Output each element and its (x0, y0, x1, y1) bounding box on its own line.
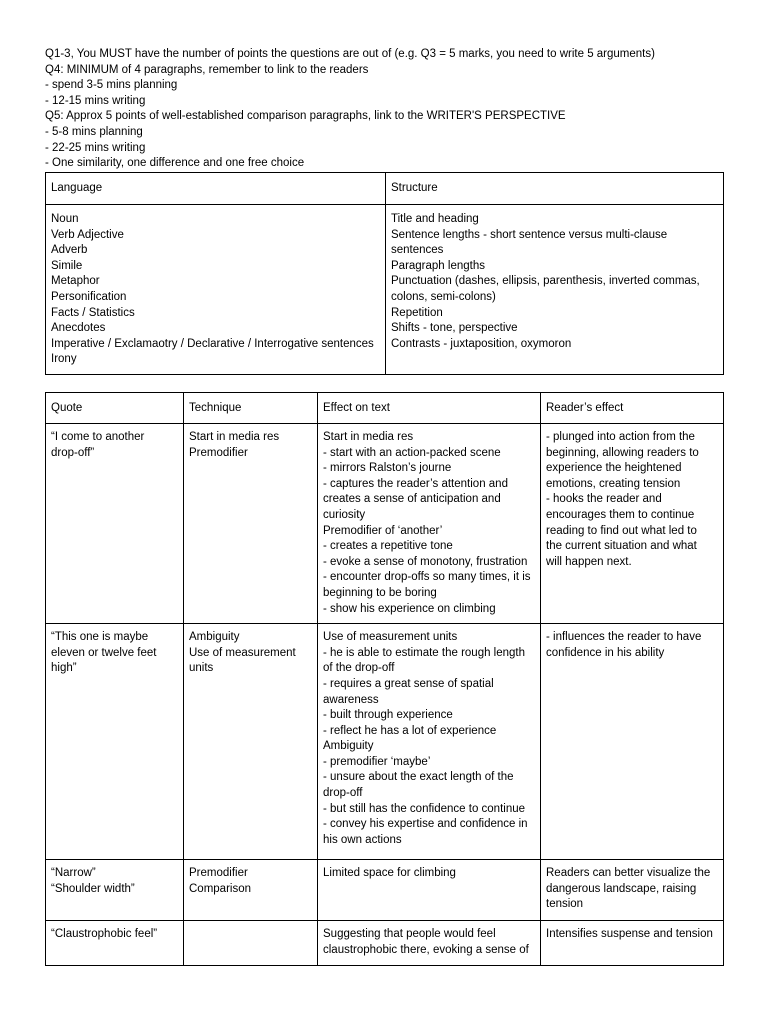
structure-device: Punctuation (dashes, ellipsis, parenthesis, inverted commas, (391, 275, 700, 288)
reader-line: Readers can better visualize the (546, 867, 711, 880)
quote-cell (46, 921, 184, 966)
table-row (46, 624, 724, 860)
table-row (46, 921, 724, 966)
effect-line: Suggesting that people would feel (323, 928, 496, 941)
effect-cell (318, 624, 541, 860)
guidance-line: - 12-15 mins writing (45, 94, 146, 107)
quote-line: “Narrow” (51, 867, 96, 880)
effect-line: Start in media res (323, 431, 414, 443)
effect-line: - he is able to estimate the rough length (323, 646, 526, 659)
reader-line: - plunged into action from the (546, 431, 695, 443)
language-device: Simile (51, 259, 83, 272)
quote-line: “This one is maybe (51, 631, 149, 644)
effect-cell (318, 921, 541, 966)
guidance-line: - 22-25 mins writing (45, 141, 146, 154)
table-row (46, 860, 724, 921)
effect-line: creates a sense of anticipation and (323, 493, 501, 506)
effect-line: - evoke a sense of monotony, frustration (323, 555, 528, 568)
reader-line: the current situation and what (546, 540, 697, 553)
column-header-readers-effect: Reader’s effect (541, 393, 724, 424)
reader-line: experience the heightened (546, 462, 682, 475)
effect-line: Ambiguity (323, 740, 374, 753)
structure-device: Repetition (391, 306, 443, 319)
language-device: Adverb (51, 244, 88, 257)
quote-line: high” (51, 662, 77, 675)
structure-device: Contrasts - juxtaposition, oxymoron (391, 337, 572, 350)
effect-line: - convey his expertise and confidence in (323, 818, 528, 831)
readers-effect-cell (541, 624, 724, 860)
quote-line: drop-off” (51, 446, 95, 459)
technique-cell (184, 424, 318, 624)
effect-line: drop-off (323, 787, 363, 800)
table-row (46, 424, 724, 624)
reader-line: Intensifies suspense and tension (546, 928, 713, 941)
language-device: Metaphor (51, 275, 100, 288)
technique-line: Use of measurement (189, 646, 296, 659)
reader-line: - influences the reader to have (546, 631, 702, 644)
effect-line: - mirrors Ralston’s journe (323, 462, 452, 475)
quote-line: “Claustrophobic feel” (51, 928, 158, 941)
column-header-technique: Technique (184, 393, 318, 424)
reader-line: emotions, creating tension (546, 477, 681, 490)
effect-cell (318, 860, 541, 921)
effect-line: - but still has the confidence to continue (323, 802, 526, 815)
effect-line: beginning to be boring (323, 586, 437, 599)
effect-line: - encounter drop-offs so many times, it is (323, 571, 531, 584)
readers-effect-cell (541, 921, 724, 966)
guidance-line: - One similarity, one difference and one free choice (45, 157, 305, 170)
effect-line: awareness (323, 693, 379, 706)
structure-devices-cell (386, 205, 724, 375)
effect-line: - creates a repetitive tone (323, 540, 453, 553)
language-device: Personification (51, 290, 127, 303)
effect-line: claustrophobic there, evoking a sense of (323, 943, 529, 956)
reader-line: will happen next. (546, 555, 632, 568)
effect-line: Premodifier of ‘another’ (323, 524, 443, 537)
technique-line: Ambiguity (189, 631, 240, 644)
guidance-line: Q1-3, You MUST have the number of points the questions are out of (e.g. Q3 = 5 marks, you need to write 5 arguments) (45, 48, 655, 60)
readers-effect-cell (541, 424, 724, 624)
technique-line: Comparison (189, 882, 251, 895)
reader-line: beginning, allowing readers to (546, 446, 699, 459)
column-header-effect-on-text: Effect on text (318, 393, 541, 424)
effect-line: - premodifier ‘maybe’ (323, 755, 431, 768)
effect-line: - unsure about the exact length of the (323, 771, 514, 784)
reader-line: - hooks the reader and (546, 493, 662, 506)
technique-line: units (189, 662, 214, 675)
effect-line: Use of measurement units (323, 631, 458, 644)
structure-device: sentences (391, 244, 444, 257)
technique-cell (184, 860, 318, 921)
effect-line: - captures the reader’s attention and (323, 477, 508, 490)
reader-line: confidence in his ability (546, 646, 665, 659)
structure-device: Title and heading (391, 213, 479, 225)
language-device: Irony (51, 353, 77, 366)
structure-device: colons, semi-colons) (391, 290, 496, 303)
language-devices-cell (46, 205, 386, 375)
effect-line: his own actions (323, 833, 402, 846)
technique-cell (184, 624, 318, 860)
language-device: Facts / Statistics (51, 306, 135, 319)
structure-device: Sentence lengths - short sentence versus multi-clause (391, 228, 668, 241)
effect-line: Limited space for climbing (323, 867, 456, 880)
reader-line: dangerous landscape, raising (546, 882, 697, 895)
reader-line: reading to find out what led to (546, 524, 697, 537)
guidance-line: Q4: MINIMUM of 4 paragraphs, remember to link to the readers (45, 63, 369, 76)
language-device: Noun (51, 213, 79, 225)
guidance-line: - spend 3-5 mins planning (45, 79, 178, 92)
effect-line: curiosity (323, 508, 366, 521)
quote-line: “I come to another (51, 431, 145, 443)
structure-device: Shifts - tone, perspective (391, 322, 518, 335)
quote-cell (46, 860, 184, 921)
effect-cell (318, 424, 541, 624)
technique-line: Premodifier (189, 446, 248, 459)
technique-line: Premodifier (189, 867, 248, 880)
effect-line: - built through experience (323, 709, 453, 722)
effect-line: - start with an action-packed scene (323, 446, 501, 459)
guidance-line: Q5: Approx 5 points of well-established comparison paragraphs, link to the WRITER'S PERSPECTIVE (45, 110, 566, 123)
technique-cell (184, 921, 318, 966)
exam-guidance-notes (45, 47, 723, 172)
column-header-language: Language (46, 173, 386, 205)
effect-line: - show his experience on climbing (323, 602, 496, 615)
guidance-line: - 5-8 mins planning (45, 125, 143, 138)
technique-line: Start in media res (189, 431, 280, 443)
quote-cell (46, 424, 184, 624)
column-header-quote: Quote (46, 393, 184, 424)
structure-device: Paragraph lengths (391, 259, 485, 272)
language-structure-table (45, 172, 724, 375)
column-header-structure: Structure (386, 173, 724, 205)
language-device: Anecdotes (51, 322, 106, 335)
quote-line: eleven or twelve feet (51, 646, 157, 659)
language-device: Imperative / Exclamaotry / Declarative / Interrogative sentences (51, 337, 374, 350)
readers-effect-cell (541, 860, 724, 921)
effect-line: of the drop-off (323, 662, 395, 675)
language-device: Verb Adjective (51, 228, 124, 241)
effect-line: - requires a great sense of spatial (323, 677, 494, 690)
quote-cell (46, 624, 184, 860)
quote-line: “Shoulder width” (51, 882, 135, 895)
reader-line: tension (546, 898, 584, 911)
effect-line: - reflect he has a lot of experience (323, 724, 497, 737)
quote-analysis-table (45, 392, 724, 966)
reader-line: encourages them to continue (546, 508, 695, 521)
